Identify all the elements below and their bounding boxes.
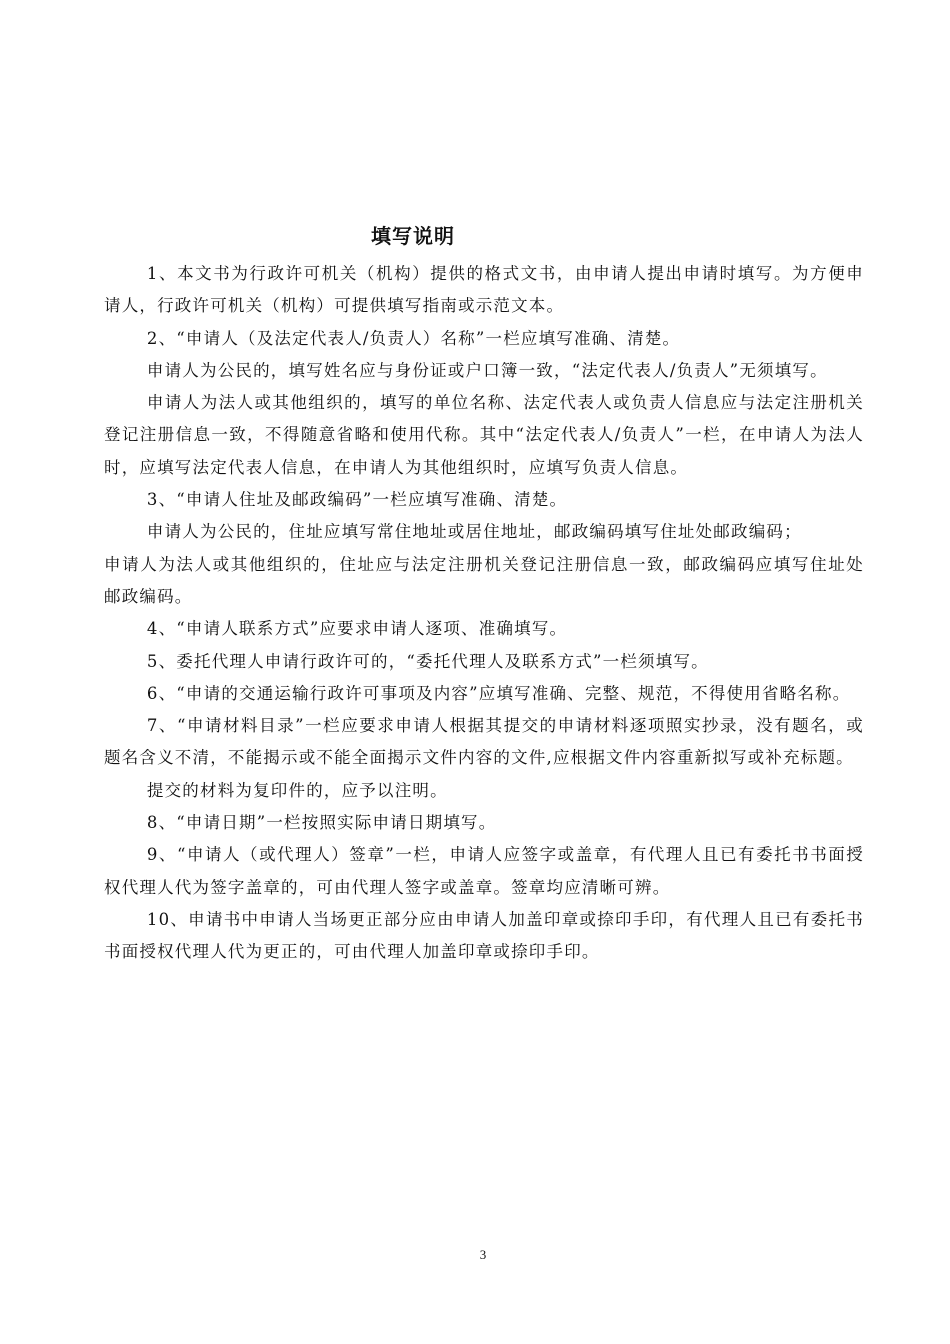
paragraph-5: 5、委托代理人申请行政许可的，“委托代理人及联系方式”一栏须填写。 xyxy=(146,651,709,671)
paragraph-8: 8、“申请日期”一栏按照实际申请日期填写。 xyxy=(146,813,497,833)
paragraph-6: 6、“申请的交通运输行政许可事项及内容”应填写准确、完整、规范，不得使用省略名称。 xyxy=(146,683,851,703)
paragraph-3b: 申请人为法人或其他组织的，住址应与法定注册机关登记注册信息一致，邮政编码应填写住址处邮政编码。 xyxy=(104,554,864,606)
document-title: 填写说明 xyxy=(371,224,455,248)
paragraph-7: 7、“申请材料目录”一栏应要求申请人根据其提交的申请材料逐项照实抄录，没有题名，或题名含义不清，不能揭示或不能全面揭示文件内容的文件,应根据文件内容重新拟写或补充标题。 xyxy=(104,716,864,768)
paragraph-4: 4、“申请人联系方式”应要求申请人逐项、准确填写。 xyxy=(146,619,568,639)
instructions-body xyxy=(104,258,864,969)
paragraph-3a: 申请人为公民的，住址应填写常住地址或居住地址，邮政编码填写住址处邮政编码； xyxy=(146,522,802,542)
paragraph-9: 9、“申请人（或代理人）签章”一栏，申请人应签字或盖章，有代理人且已有委托书书面授权代理人代为签字盖章的，可由代理人签字或盖章。签章均应清晰可辨。 xyxy=(104,845,864,897)
paragraph-7a: 提交的材料为复印件的，应予以注明。 xyxy=(146,780,448,800)
page-number: 3 xyxy=(479,1247,487,1262)
paragraph-2: 2、“申请人（及法定代表人/负责人）名称”一栏应填写准确、清楚。 xyxy=(146,328,681,348)
paragraph-1: 1、本文书为行政许可机关（机构）提供的格式文书，由申请人提出申请时填写。为方便申请人，行政许可机关（机构）可提供填写指南或示范文本。 xyxy=(104,264,864,316)
paragraph-3: 3、“申请人住址及邮政编码”一栏应填写准确、清楚。 xyxy=(146,490,568,510)
paragraph-10: 10、申请书中申请人当场更正部分应由申请人加盖印章或捺印手印，有代理人且已有委托书书面授权代理人代为更正的，可由代理人加盖印章或捺印手印。 xyxy=(104,909,864,962)
paragraph-2a: 申请人为公民的，填写姓名应与身份证或户口簿一致，“法定代表人/负责人”无须填写。 xyxy=(146,360,828,380)
paragraph-2b: 申请人为法人或其他组织的，填写的单位名称、法定代表人或负责人信息应与法定注册机关登记注册信息一致，不得随意省略和使用代称。其中“法定代表人/负责人”一栏，在申请人为法人时，应填写法定代表人信息，在申请人为其他组织时，应填写负责人信息。 xyxy=(104,393,864,477)
